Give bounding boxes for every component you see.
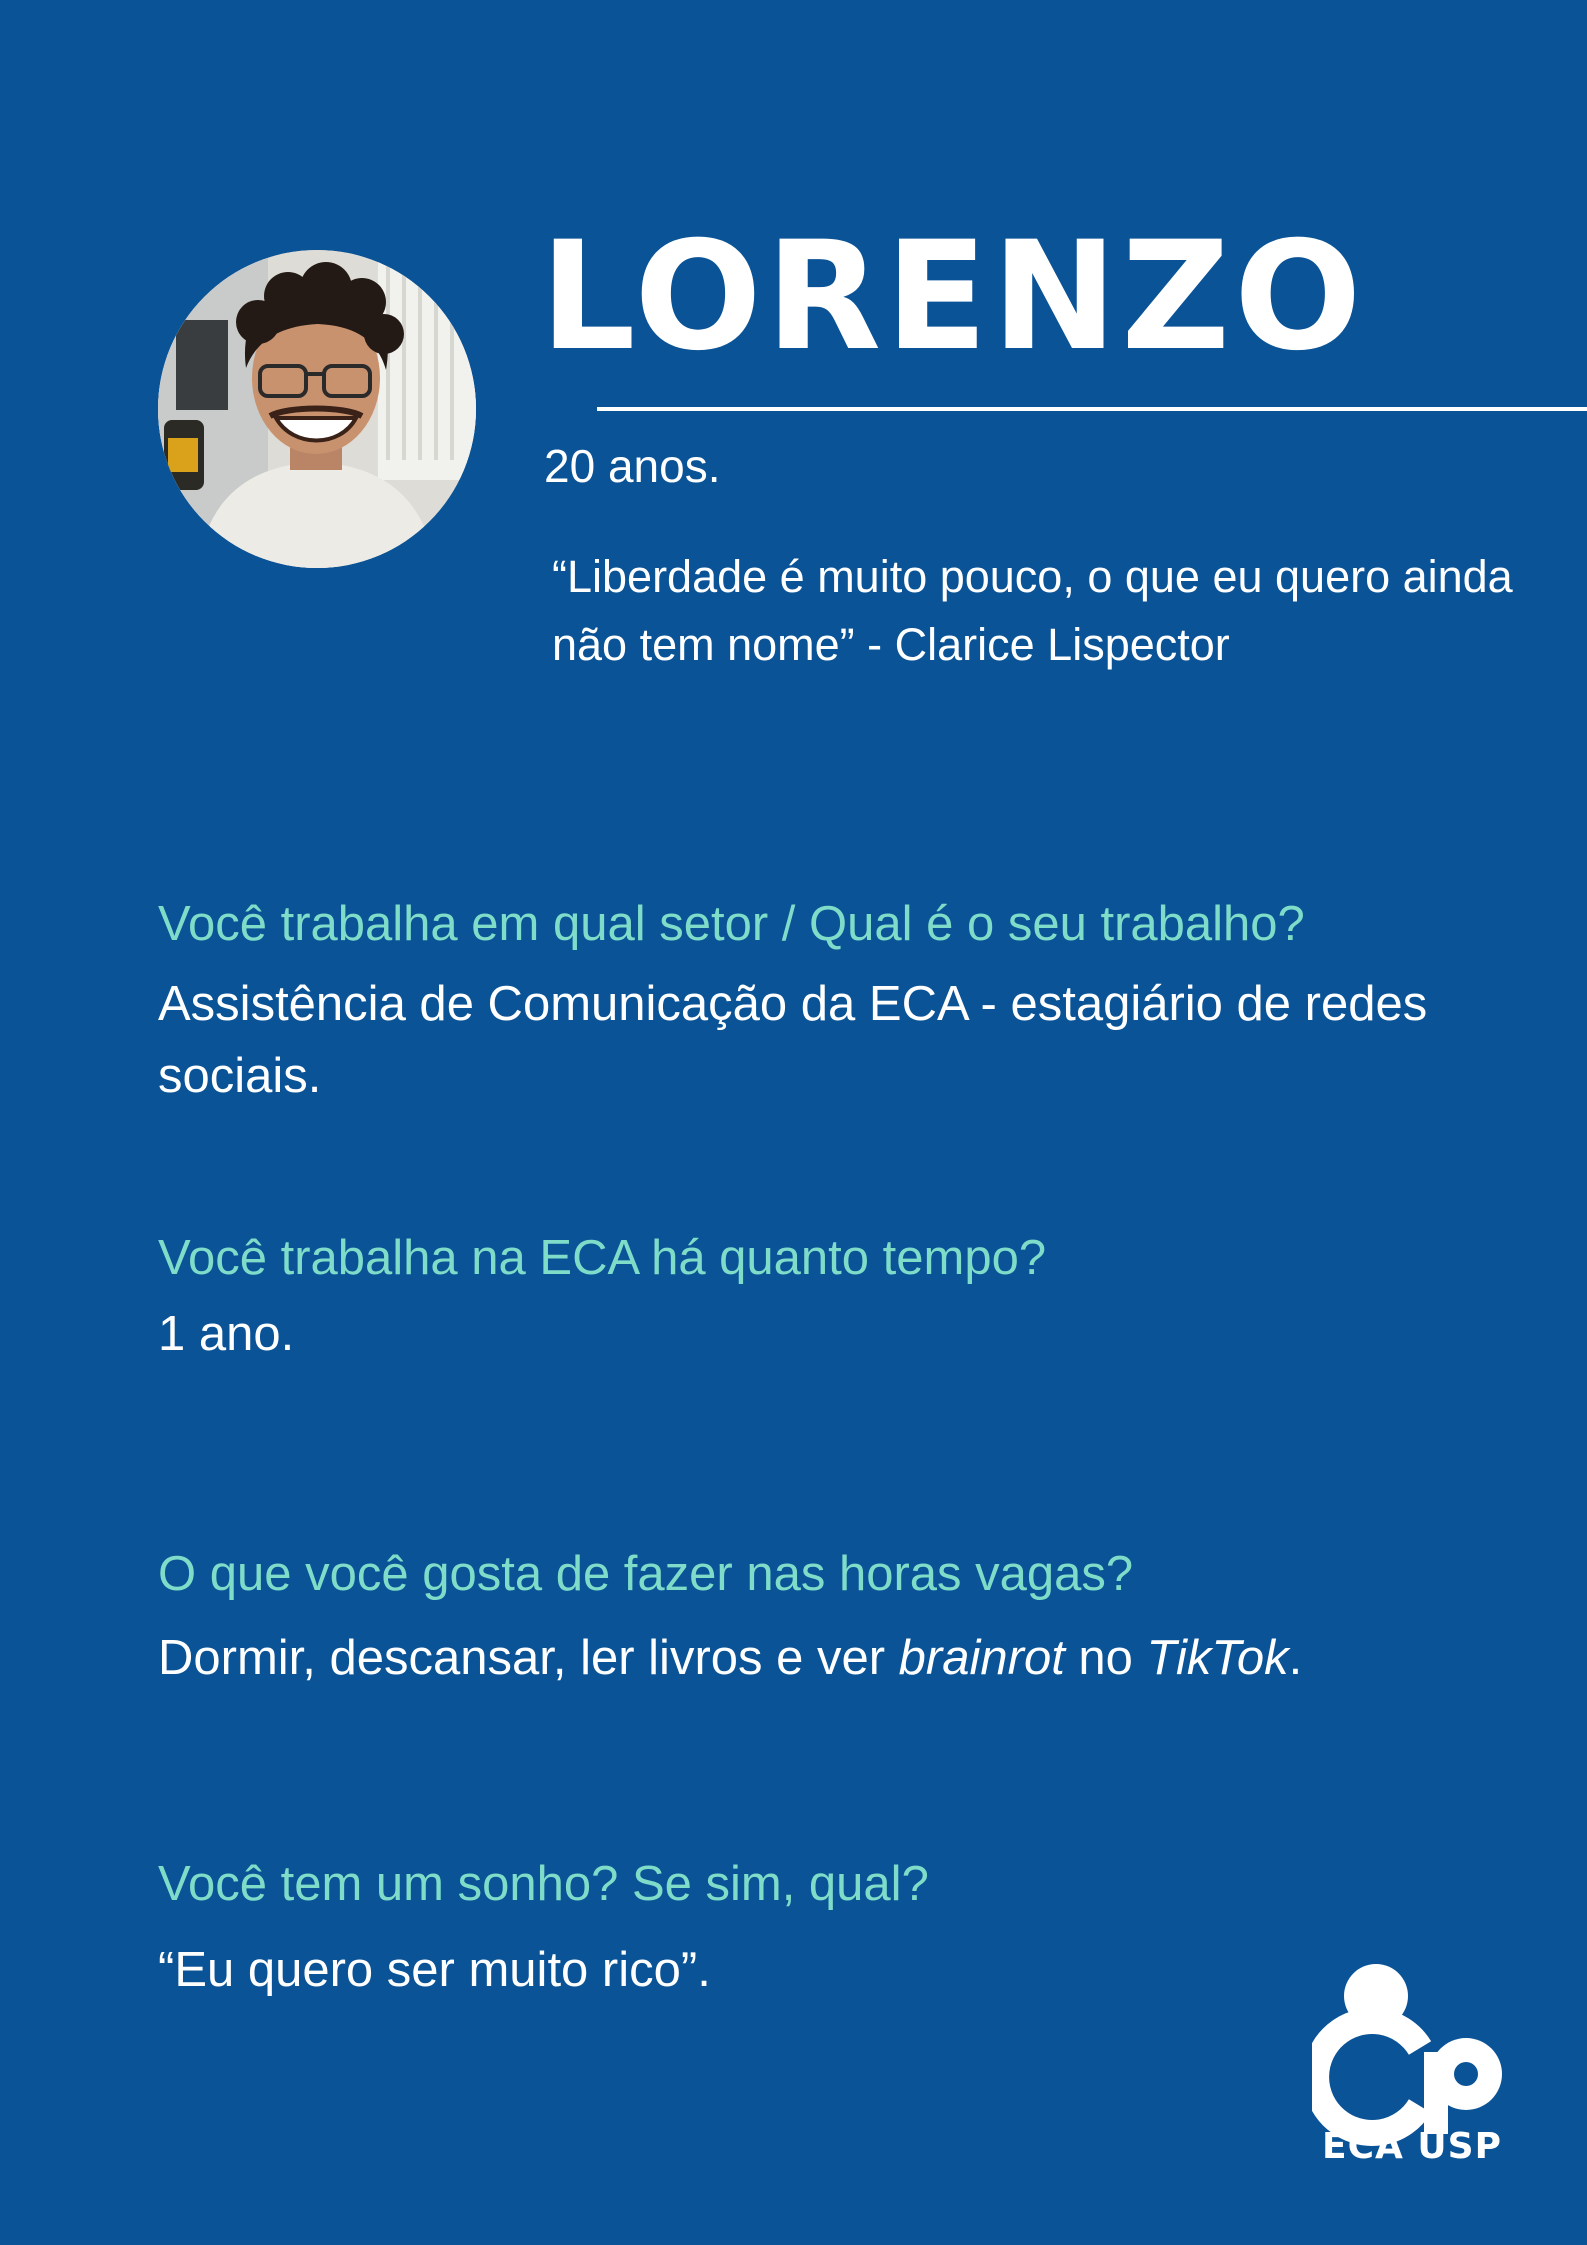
answer-free-time-italic: brainrot bbox=[898, 1631, 1065, 1685]
answer-work-time: 1 ano. bbox=[158, 1307, 295, 1361]
question-work-sector: Você trabalha em qual setor / Qual é o seu trabalho? bbox=[158, 897, 1305, 951]
question-work-time: Você trabalha na ECA há quanto tempo? bbox=[158, 1231, 1047, 1285]
answer-free-time-part: no bbox=[1064, 1631, 1147, 1685]
person-name: LORENZO bbox=[540, 210, 1366, 384]
question-free-time: O que você gosta de fazer nas horas vagas? bbox=[158, 1547, 1134, 1601]
answer-work-sector: Assistência de Comunicação da ECA - estagiário de redes sociais. bbox=[158, 977, 1428, 1103]
person-photo-icon bbox=[158, 250, 476, 568]
person-age: 20 anos. bbox=[544, 440, 721, 492]
answer-free-time bbox=[158, 1622, 1458, 1694]
answer-dream: “Eu quero ser muito rico”. bbox=[158, 1943, 711, 1997]
person-quote: “Liberdade é muito pouco, o que eu quero ainda não tem nome” - Clarice Lispector bbox=[552, 551, 1513, 670]
title-divider bbox=[597, 407, 1587, 411]
answer-free-time-part: . bbox=[1288, 1631, 1303, 1685]
answer-free-time-part: Dormir, descansar, ler livros e ver bbox=[158, 1631, 899, 1685]
question-dream: Você tem um sonho? Se sim, qual? bbox=[158, 1857, 929, 1911]
answer-free-time-italic: TikTok bbox=[1146, 1631, 1289, 1685]
logo-text: ECA USP bbox=[1322, 2126, 1502, 2167]
profile-photo bbox=[158, 250, 476, 568]
